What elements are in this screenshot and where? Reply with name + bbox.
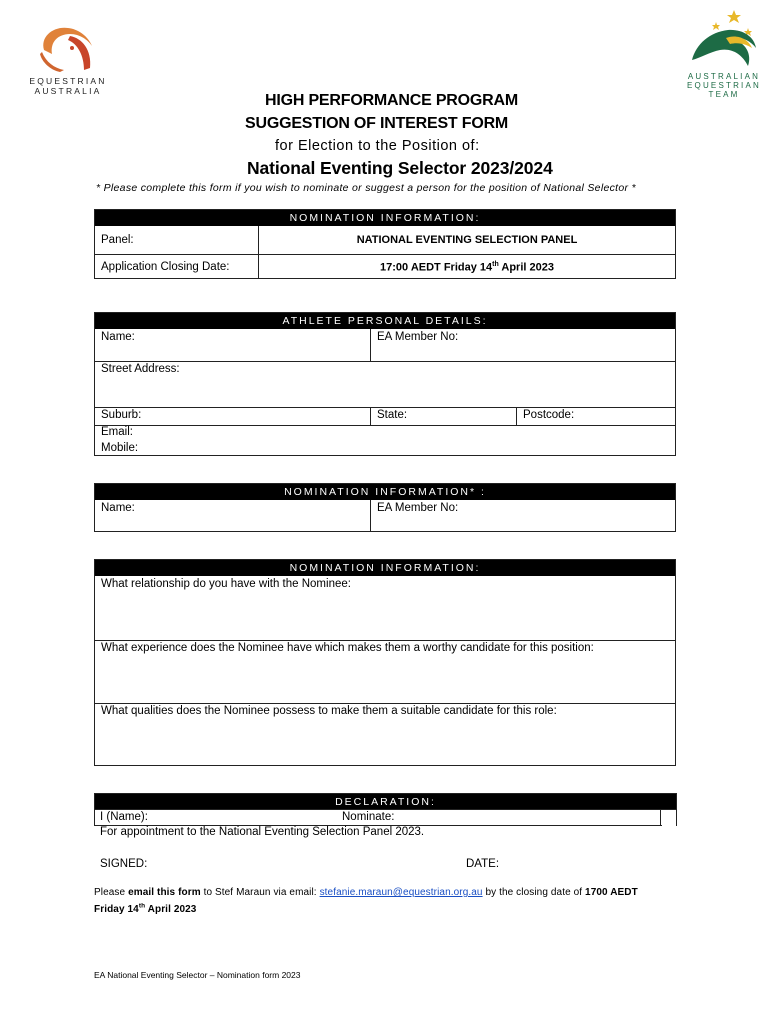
nominator-name-field[interactable]: Name: <box>101 502 135 514</box>
appointment-statement: For appointment to the National Eventing Selection Panel 2023. <box>100 826 425 838</box>
logo-left-line1: EQUESTRIAN <box>29 76 107 86</box>
equestrian-australia-logo <box>28 22 108 100</box>
declaration-header: DECLARATION: <box>94 793 677 810</box>
nominator-box <box>94 483 676 532</box>
relationship-question[interactable]: What relationship do you have with the Nominee: <box>101 578 351 590</box>
mobile-field[interactable]: Mobile: <box>101 442 139 454</box>
qualities-question[interactable]: What qualities does the Nominee possess to make them a suitable candidate for this role: <box>101 705 557 717</box>
instruction-note: * Please complete this form if you wish to nominate or suggest a person for the position of National Selector * <box>96 182 636 194</box>
logo-right-line2: EQUESTRIAN <box>686 81 761 90</box>
signed-field[interactable]: SIGNED: <box>100 858 148 870</box>
team-horse-emblem-icon <box>686 8 762 70</box>
australian-equestrian-team-logo <box>684 8 764 108</box>
suburb-field[interactable]: Suburb: <box>101 409 142 421</box>
postcode-field[interactable]: Postcode: <box>523 409 575 421</box>
athlete-details-header: ATHLETE PERSONAL DETAILS: <box>95 313 675 329</box>
athlete-member-no-field[interactable]: EA Member No: <box>377 331 459 343</box>
athlete-name-field[interactable]: Name: <box>101 331 135 343</box>
closing-date-value: 17:00 AEDT Friday 14th April 2023 <box>380 261 554 274</box>
nomination-info-box <box>94 209 676 279</box>
declarant-name-field[interactable]: I (Name): <box>100 811 148 823</box>
email-field[interactable]: Email: <box>101 426 133 438</box>
logo-right-line3: TEAM <box>708 90 740 99</box>
form-title-line2: SUGGESTION OF INTEREST FORM <box>245 115 509 132</box>
form-title-line1: HIGH PERFORMANCE PROGRAM <box>265 92 518 109</box>
nominator-member-no-field[interactable]: EA Member No: <box>377 502 459 514</box>
nominator-header: NOMINATION INFORMATION* : <box>95 484 675 500</box>
closing-date-label: Application Closing Date: <box>101 261 230 273</box>
logo-left-line2: AUSTRALIA <box>34 86 102 96</box>
position-title: National Eventing Selector 2023/2024 <box>247 158 553 178</box>
declaration-box <box>94 793 677 877</box>
street-address-field[interactable]: Street Address: <box>101 363 180 375</box>
nomination-questions-header: NOMINATION INFORMATION: <box>95 560 675 576</box>
page-footer: EA National Eventing Selector – Nomination form 2023 <box>94 970 301 980</box>
panel-value: NATIONAL EVENTING SELECTION PANEL <box>356 234 578 246</box>
athlete-details-box <box>94 312 676 456</box>
panel-label: Panel: <box>101 234 134 246</box>
logo-right-line1: AUSTRALIAN <box>687 72 761 81</box>
horse-head-icon <box>34 22 104 74</box>
nomination-questions-box <box>94 559 676 766</box>
form-subtitle: for Election to the Position of: <box>275 138 480 154</box>
submission-instructions: Please email this form to Stef Maraun via email: stefanie.maraun@equestrian.org.au by the closing date of 1700 AEDT Friday 14th April 2023 <box>94 887 638 916</box>
date-field[interactable]: DATE: <box>466 858 500 870</box>
nomination-info-header: NOMINATION INFORMATION: <box>95 210 675 226</box>
nominate-field[interactable]: Nominate: <box>342 811 395 823</box>
state-field[interactable]: State: <box>377 409 408 421</box>
experience-question[interactable]: What experience does the Nominee have which makes them a worthy candidate for this position: <box>101 642 594 654</box>
email-link[interactable]: stefanie.maraun@equestrian.org.au <box>319 887 483 898</box>
